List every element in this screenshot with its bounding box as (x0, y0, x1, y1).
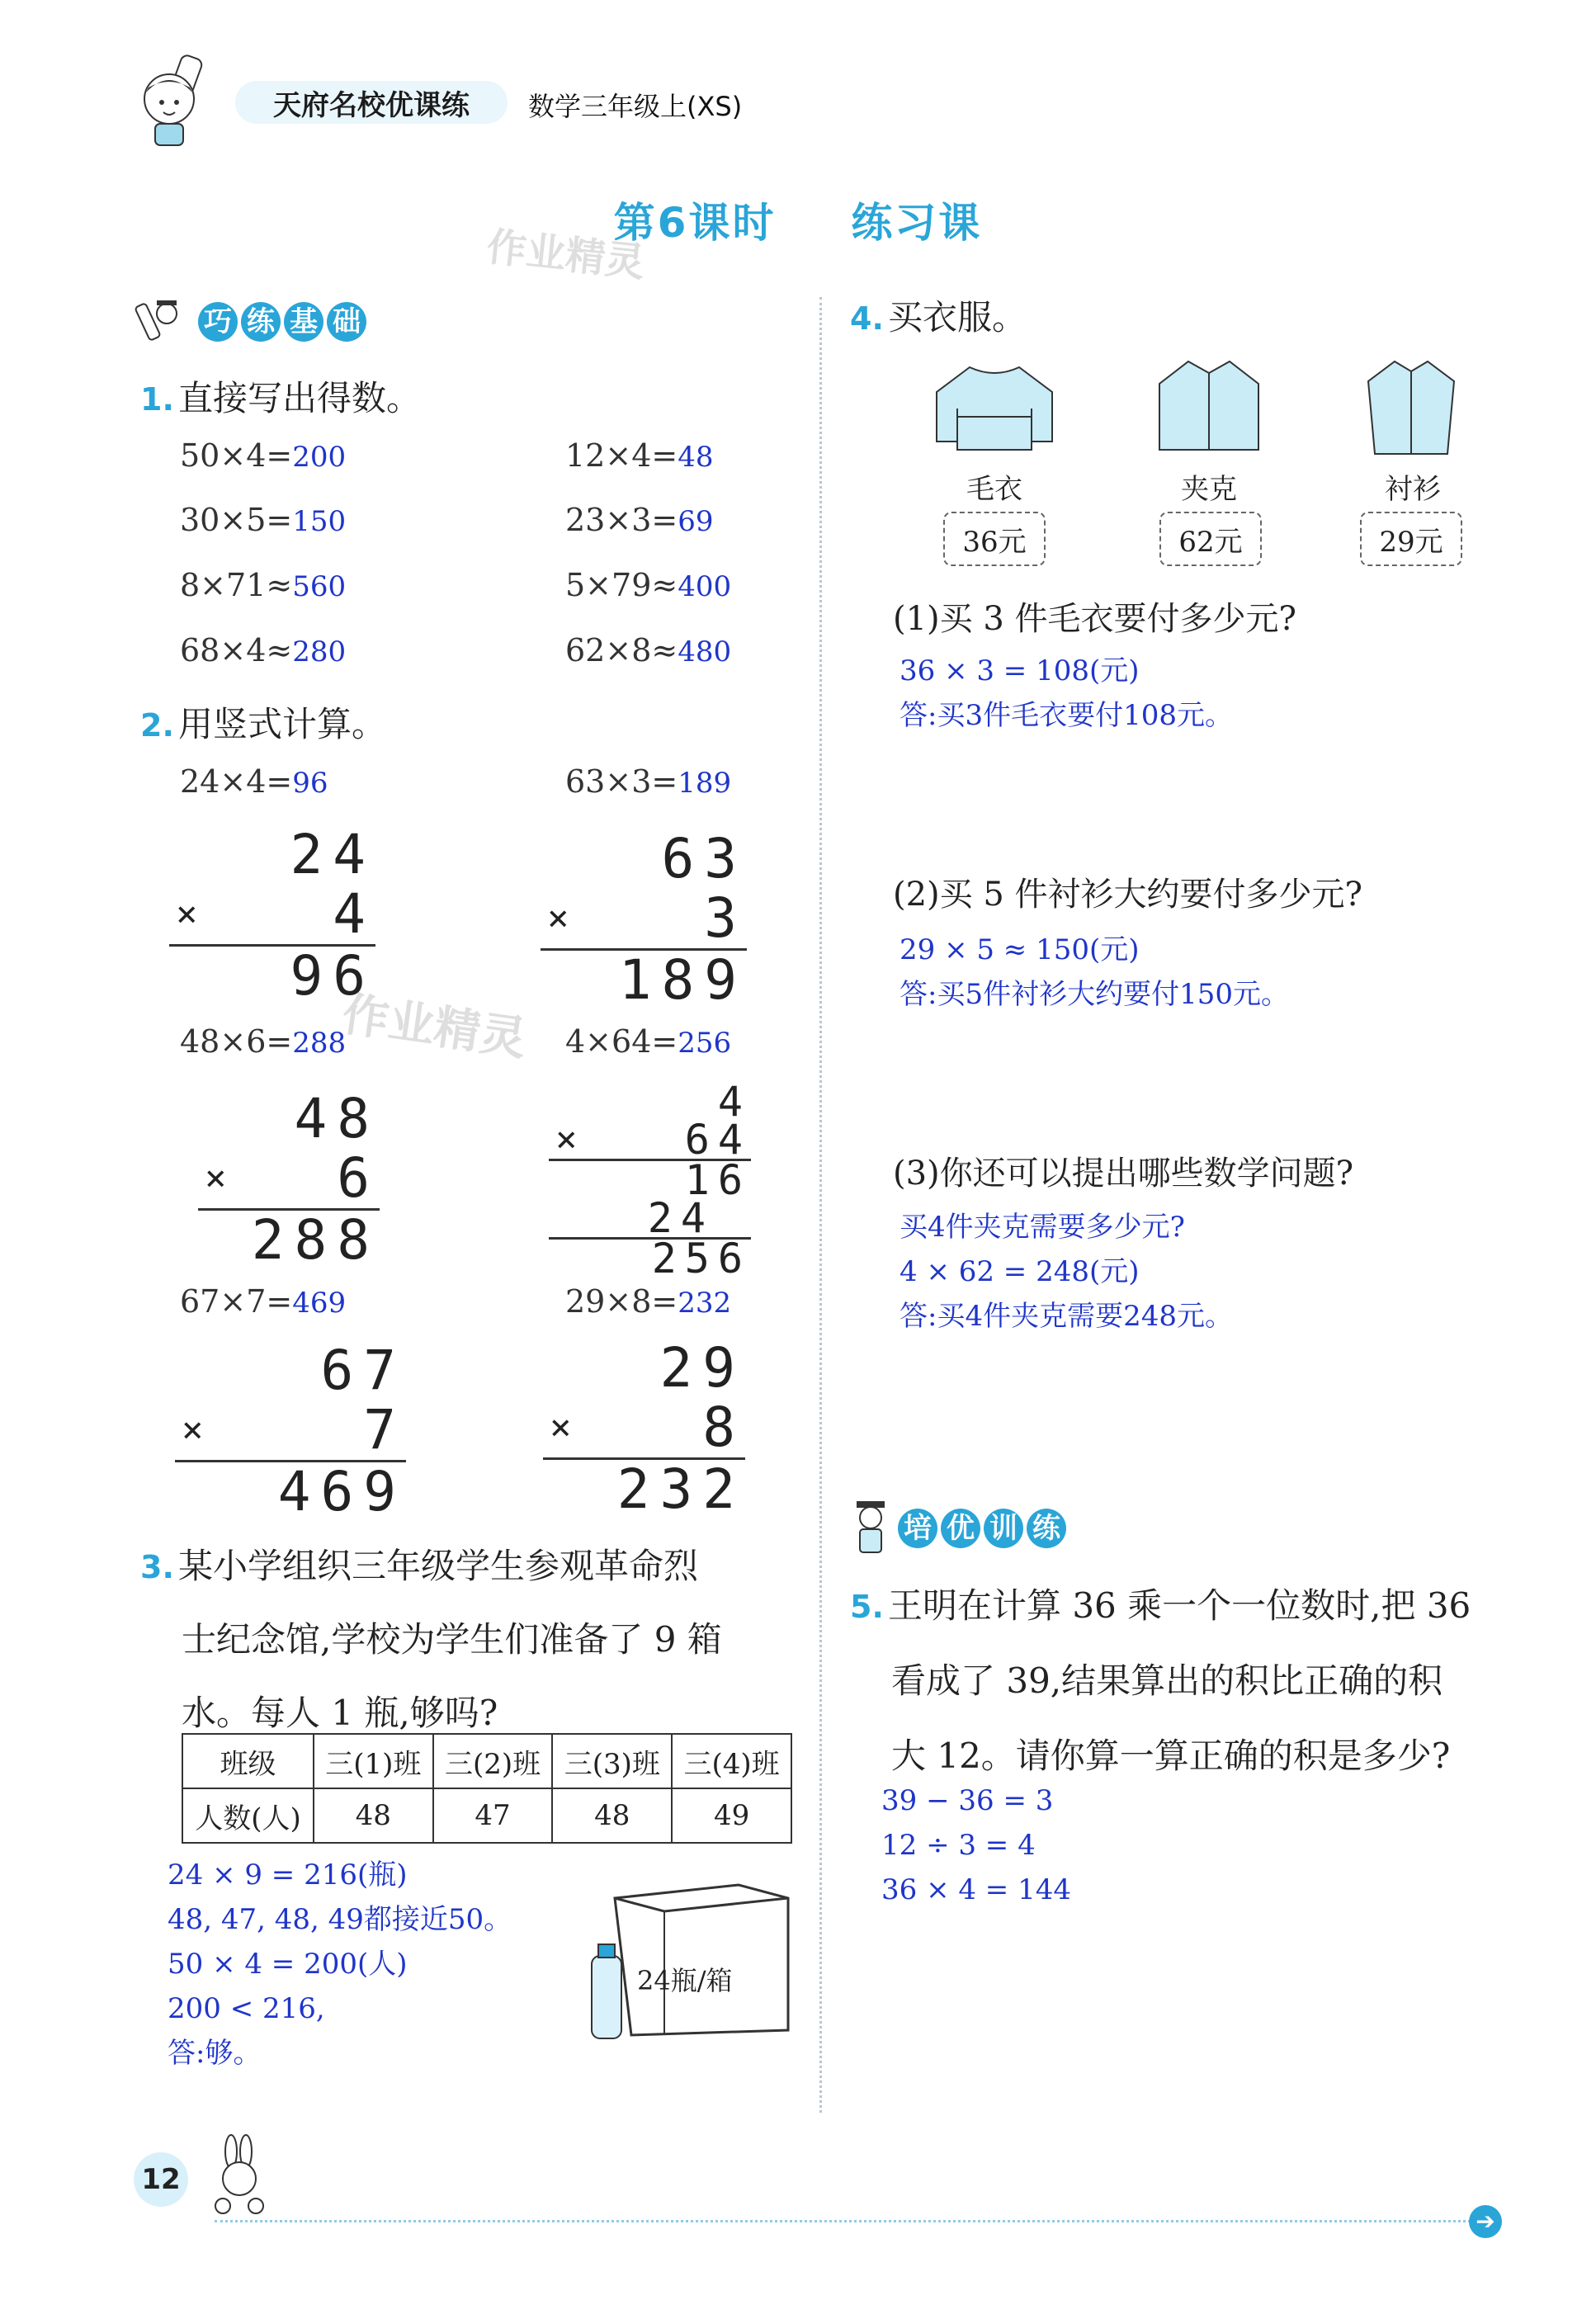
product: 288 (198, 1208, 380, 1270)
work-line: 50 × 4 = 200(人) (168, 1948, 408, 1981)
multiplier: 4 (333, 882, 375, 946)
badge-char: 基 (284, 302, 323, 342)
times-sign: × (547, 897, 579, 939)
expression: 4×64= (565, 1023, 678, 1060)
vertical-calc (543, 1336, 745, 1521)
work-line: 答:买4件夹克需要248元。 (900, 1300, 1233, 1333)
table-cell: 班级 (182, 1734, 314, 1788)
footer-dotted-line (215, 2220, 1485, 2222)
badge-char: 础 (327, 302, 366, 342)
section-advanced (850, 1498, 1066, 1559)
expression: 23×3= (565, 502, 678, 538)
q2-item (180, 1023, 346, 1060)
q2-item (180, 763, 328, 800)
q1-item (180, 632, 346, 668)
times-sign: × (550, 1406, 582, 1448)
vertical-calc (175, 1341, 406, 1522)
question-text: 直接写出得数。 (177, 378, 421, 418)
multiplier: 6 (337, 1146, 380, 1210)
question-line: 水。每人 1 瓶,够吗? (182, 1693, 498, 1733)
expression: 48×6= (180, 1023, 293, 1060)
book-title: 天府名校优课练 (235, 81, 508, 124)
work-line: 答:买5件衬衫大约要付150元。 (900, 978, 1289, 1011)
answer: 280 (292, 635, 347, 668)
multiplier: 3 (704, 886, 747, 950)
multiplier: 64 (684, 1116, 751, 1164)
times-sign: × (205, 1157, 237, 1199)
answer: 69 (678, 505, 714, 538)
multiplicand: 67 (320, 1339, 406, 1402)
q4-2-work (900, 928, 1289, 1017)
price-tag: 29元 (1360, 512, 1462, 566)
question-line: 大 12。请你算一算正确的积是多少? (891, 1736, 1451, 1776)
sweater-icon (928, 359, 1060, 461)
price-tag: 36元 (943, 512, 1046, 566)
q1-item (180, 502, 346, 538)
box-label: 24瓶/箱 (637, 1965, 733, 1996)
expression: 24×4= (180, 763, 293, 800)
q2-item (565, 763, 731, 800)
question-number: 4. (850, 300, 884, 337)
q1-item (180, 437, 346, 474)
price-tag: 62元 (1159, 512, 1262, 566)
q1-item (565, 502, 713, 538)
answer: 288 (292, 1027, 347, 1060)
q3-work (168, 1853, 512, 2076)
water-box-illustration (582, 1865, 796, 2055)
pencil-mascot-icon (134, 295, 191, 348)
partial-product: 16 (549, 1159, 751, 1199)
product: 469 (175, 1460, 406, 1522)
question-line: 士纪念馆,学校为学生们准备了 9 箱 (182, 1619, 722, 1660)
table-row (182, 1788, 791, 1843)
expression: 30×5= (180, 502, 293, 538)
table-cell: 49 (672, 1788, 791, 1843)
q2-item (565, 1283, 731, 1320)
rabbit-mascot-icon (198, 2133, 281, 2219)
work-line: 48, 47, 48, 49都接近50。 (168, 1903, 512, 1936)
q4-3-work (900, 1205, 1233, 1339)
page-number: 12 (134, 2152, 188, 2207)
badge-char: 巧 (198, 302, 238, 342)
q1-item (565, 567, 731, 603)
product: 232 (543, 1457, 745, 1519)
answer: 48 (678, 441, 714, 474)
q5-work (881, 1778, 1071, 1912)
work-line: 4 × 62 = 248(元) (900, 1255, 1140, 1288)
work-line: 39 − 36 = 3 (881, 1784, 1054, 1817)
q2-item (180, 1283, 346, 1320)
vertical-calc (198, 1089, 380, 1270)
arrow-right-icon: ➔ (1469, 2205, 1502, 2238)
clothing-name: 衬衫 (1385, 473, 1441, 506)
mascot-girl-icon (132, 51, 223, 150)
expression: 29×8= (565, 1283, 678, 1320)
answer: 256 (678, 1027, 732, 1060)
answer: 480 (678, 635, 732, 668)
answer: 400 (678, 570, 732, 603)
multiplier: 8 (702, 1396, 745, 1459)
times-sign: × (182, 1409, 214, 1451)
section-basic (134, 295, 366, 348)
scholar-mascot-icon (850, 1498, 891, 1559)
answer: 560 (292, 570, 347, 603)
multiplicand: 48 (294, 1087, 380, 1150)
work-line: 12 ÷ 3 = 4 (881, 1829, 1036, 1862)
q2-item (565, 1023, 731, 1060)
jacket-icon (1151, 355, 1267, 461)
expression: 8×71≈ (180, 567, 293, 603)
question-line: 某小学组织三年级学生参观革命烈 (177, 1546, 698, 1586)
expression: 62×8≈ (565, 632, 678, 668)
work-line: 36 × 3 = 108(元) (900, 654, 1140, 687)
times-sign: × (555, 1118, 586, 1160)
expression: 50×4= (180, 437, 293, 474)
subject-label: 数学三年级上(XS) (528, 91, 743, 122)
multiplier: 7 (363, 1398, 406, 1462)
question-4 (850, 290, 1027, 340)
multiplicand: 29 (659, 1336, 745, 1400)
lesson-number: 第6课时 (613, 199, 777, 247)
question-line: 王明在计算 36 乘一个一位数时,把 36 (887, 1585, 1471, 1626)
question-2 (140, 697, 386, 747)
work-line: 200 < 216, (168, 1992, 325, 2025)
table-cell: 三(4)班 (672, 1734, 791, 1788)
badge-char: 练 (241, 302, 281, 342)
section-basic-badge (198, 302, 366, 342)
question-1 (140, 371, 421, 421)
work-line: 买4件夹克需要多少元? (900, 1211, 1185, 1244)
work-line: 36 × 4 = 144 (881, 1873, 1071, 1906)
question-number: 5. (850, 1589, 884, 1625)
column-divider (819, 297, 822, 2113)
section-advanced-badge (898, 1509, 1066, 1548)
question-text: 买衣服。 (887, 297, 1027, 338)
badge-char: 训 (984, 1509, 1023, 1548)
q1-item (180, 567, 346, 603)
answer: 200 (292, 441, 347, 474)
question-text: 用竖式计算。 (177, 704, 386, 744)
answer: 189 (678, 767, 732, 800)
partial-product: 24 (647, 1194, 714, 1242)
watermark-top: 作业精灵 (484, 224, 647, 286)
expression: 63×3= (565, 763, 678, 800)
clothing-name: 夹克 (1181, 473, 1237, 506)
expression: 68×4≈ (180, 632, 293, 668)
lesson-heading (0, 190, 1596, 249)
question-line: 看成了 39,结果算出的积比正确的积 (891, 1660, 1443, 1701)
lesson-title: 练习课 (851, 199, 983, 247)
product: 96 (169, 944, 375, 1006)
q1-item (565, 632, 731, 668)
expression: 5×79≈ (565, 567, 678, 603)
sub-question: (2)买 5 件衬衫大约要付多少元? (893, 876, 1362, 914)
badge-char: 优 (941, 1509, 980, 1548)
table-cell: 三(1)班 (314, 1734, 433, 1788)
table-cell: 47 (433, 1788, 553, 1843)
expression: 12×4= (565, 437, 678, 474)
product: 256 (549, 1237, 751, 1278)
multiplicand: 63 (661, 827, 747, 890)
question-3 (140, 1533, 800, 1754)
question-number: 2. (140, 707, 174, 744)
table-cell: 48 (314, 1788, 433, 1843)
question-number: 1. (140, 381, 174, 418)
shirt-icon (1362, 357, 1461, 463)
table-cell: 48 (552, 1788, 672, 1843)
expression: 67×7= (180, 1283, 293, 1320)
table-cell: 三(3)班 (552, 1734, 672, 1788)
multiplicand: 24 (290, 823, 375, 886)
work-line: 答:买3件毛衣要付108元。 (900, 699, 1233, 732)
table-cell: 三(2)班 (433, 1734, 553, 1788)
badge-char: 培 (898, 1509, 937, 1548)
clothing-name: 毛衣 (966, 473, 1022, 506)
q1-item (565, 437, 713, 474)
class-table (182, 1733, 792, 1844)
multiplicand: 4 (717, 1078, 751, 1126)
sub-question: (3)你还可以提出哪些数学问题? (893, 1155, 1354, 1193)
answer: 469 (292, 1287, 347, 1320)
vertical-calc (169, 825, 375, 1006)
work-line: 29 × 5 ≈ 150(元) (900, 933, 1140, 966)
table-header-row (182, 1734, 791, 1788)
vertical-calc (549, 1078, 751, 1282)
sub-question: (1)买 3 件毛衣要付多少元? (893, 600, 1296, 638)
table-cell: 人数(人) (182, 1788, 314, 1843)
question-number: 3. (140, 1549, 174, 1585)
product: 189 (541, 948, 747, 1010)
times-sign: × (176, 893, 208, 935)
answer: 232 (678, 1287, 732, 1320)
answer: 96 (292, 767, 328, 800)
q4-1-work (900, 649, 1233, 738)
work-line: 24 × 9 = 216(瓶) (168, 1859, 408, 1892)
vertical-calc (541, 829, 747, 1010)
watermark-mid: 作业精灵 (338, 987, 530, 1067)
work-line: 答:够。 (168, 2037, 262, 2070)
question-5 (850, 1572, 1568, 1797)
answer: 150 (292, 505, 347, 538)
badge-char: 练 (1027, 1509, 1066, 1548)
